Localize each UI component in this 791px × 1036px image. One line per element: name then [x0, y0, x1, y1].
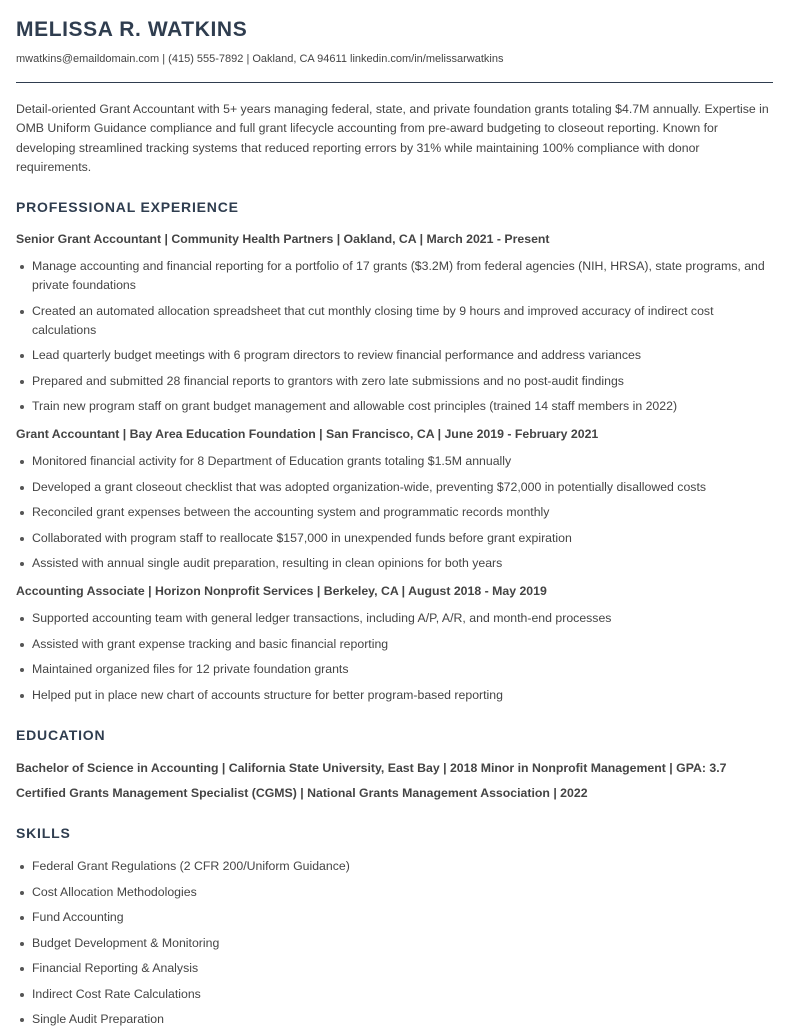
list-item: Indirect Cost Rate Calculations — [16, 985, 776, 1004]
job-title-2: Grant Accountant | Bay Area Education Foundation | San Francisco, CA | June 2019 - February 2021 — [16, 427, 599, 441]
contact-line: mwatkins@emaildomain.com | (415) 555-7892 | Oakland, CA 94611 linkedin.com/in/melissarwatkins — [16, 53, 504, 65]
section-title-skills: SKILLS — [16, 825, 71, 841]
list-item: Cost Allocation Methodologies — [16, 883, 776, 902]
job-1-bullets — [16, 257, 776, 423]
list-item: Maintained organized files for 12 private foundation grants — [16, 660, 776, 679]
professional-summary: Detail-oriented Grant Accountant with 5+ years managing federal, state, and private foundation grants totaling $4.7M annually. Expertise in OMB Uniform Guidance compliance and full grant lifecycle accounting from pre-award budgeting to closeout reporting. Known for developing streamlined tracking systems that reduced reporting errors by 31% while maintaining 100% compliance with donor requirements. — [16, 102, 769, 174]
job-title-1: Senior Grant Accountant | Community Health Partners | Oakland, CA | March 2021 - Present — [16, 232, 550, 246]
section-title-experience: PROFESSIONAL EXPERIENCE — [16, 199, 239, 215]
job-2-bullets — [16, 452, 776, 580]
list-item: Created an automated allocation spreadsheet that cut monthly closing time by 9 hours and improved accuracy of indirect cost calculations — [16, 302, 776, 340]
list-item: Budget Development & Monitoring — [16, 934, 776, 953]
list-item: Assisted with grant expense tracking and basic financial reporting — [16, 635, 776, 654]
list-item: Monitored financial activity for 8 Department of Education grants totaling $1.5M annually — [16, 452, 776, 471]
education-degree: Bachelor of Science in Accounting | California State University, East Bay | 2018 Minor in Nonprofit Management | GPA: 3.7 — [16, 761, 727, 775]
list-item: Developed a grant closeout checklist that was adopted organization-wide, preventing $72,000 in potentially disallowed costs — [16, 478, 776, 497]
list-item: Helped put in place new chart of accounts structure for better program-based reporting — [16, 686, 776, 705]
header-divider — [16, 82, 773, 83]
list-item: Collaborated with program staff to reallocate $157,000 in unexpended funds before grant expiration — [16, 529, 776, 548]
education-certification: Certified Grants Management Specialist (CGMS) | National Grants Management Association | 2022 — [16, 786, 588, 800]
job-title-3: Accounting Associate | Horizon Nonprofit Services | Berkeley, CA | August 2018 - May 2019 — [16, 584, 547, 598]
list-item: Single Audit Preparation — [16, 1010, 776, 1029]
list-item: Assisted with annual single audit preparation, resulting in clean opinions for both years — [16, 554, 776, 573]
job-3-bullets — [16, 609, 776, 711]
list-item: Lead quarterly budget meetings with 6 program directors to review financial performance and address variances — [16, 346, 776, 365]
skills-list — [16, 857, 776, 1036]
list-item: Federal Grant Regulations (2 CFR 200/Uniform Guidance) — [16, 857, 776, 876]
list-item: Financial Reporting & Analysis — [16, 959, 776, 978]
list-item: Train new program staff on grant budget management and allowable cost principles (trained 14 staff members in 2022) — [16, 397, 776, 416]
list-item: Prepared and submitted 28 financial reports to grantors with zero late submissions and no post-audit findings — [16, 372, 776, 391]
list-item: Manage accounting and financial reporting for a portfolio of 17 grants ($3.2M) from federal agencies (NIH, HRSA), state programs, and private foundations — [16, 257, 776, 295]
list-item: Fund Accounting — [16, 908, 776, 927]
list-item: Reconciled grant expenses between the accounting system and programmatic records monthly — [16, 503, 776, 522]
section-title-education: EDUCATION — [16, 727, 106, 743]
candidate-name: MELISSA R. WATKINS — [16, 18, 248, 41]
list-item: Supported accounting team with general ledger transactions, including A/P, A/R, and month-end processes — [16, 609, 776, 628]
